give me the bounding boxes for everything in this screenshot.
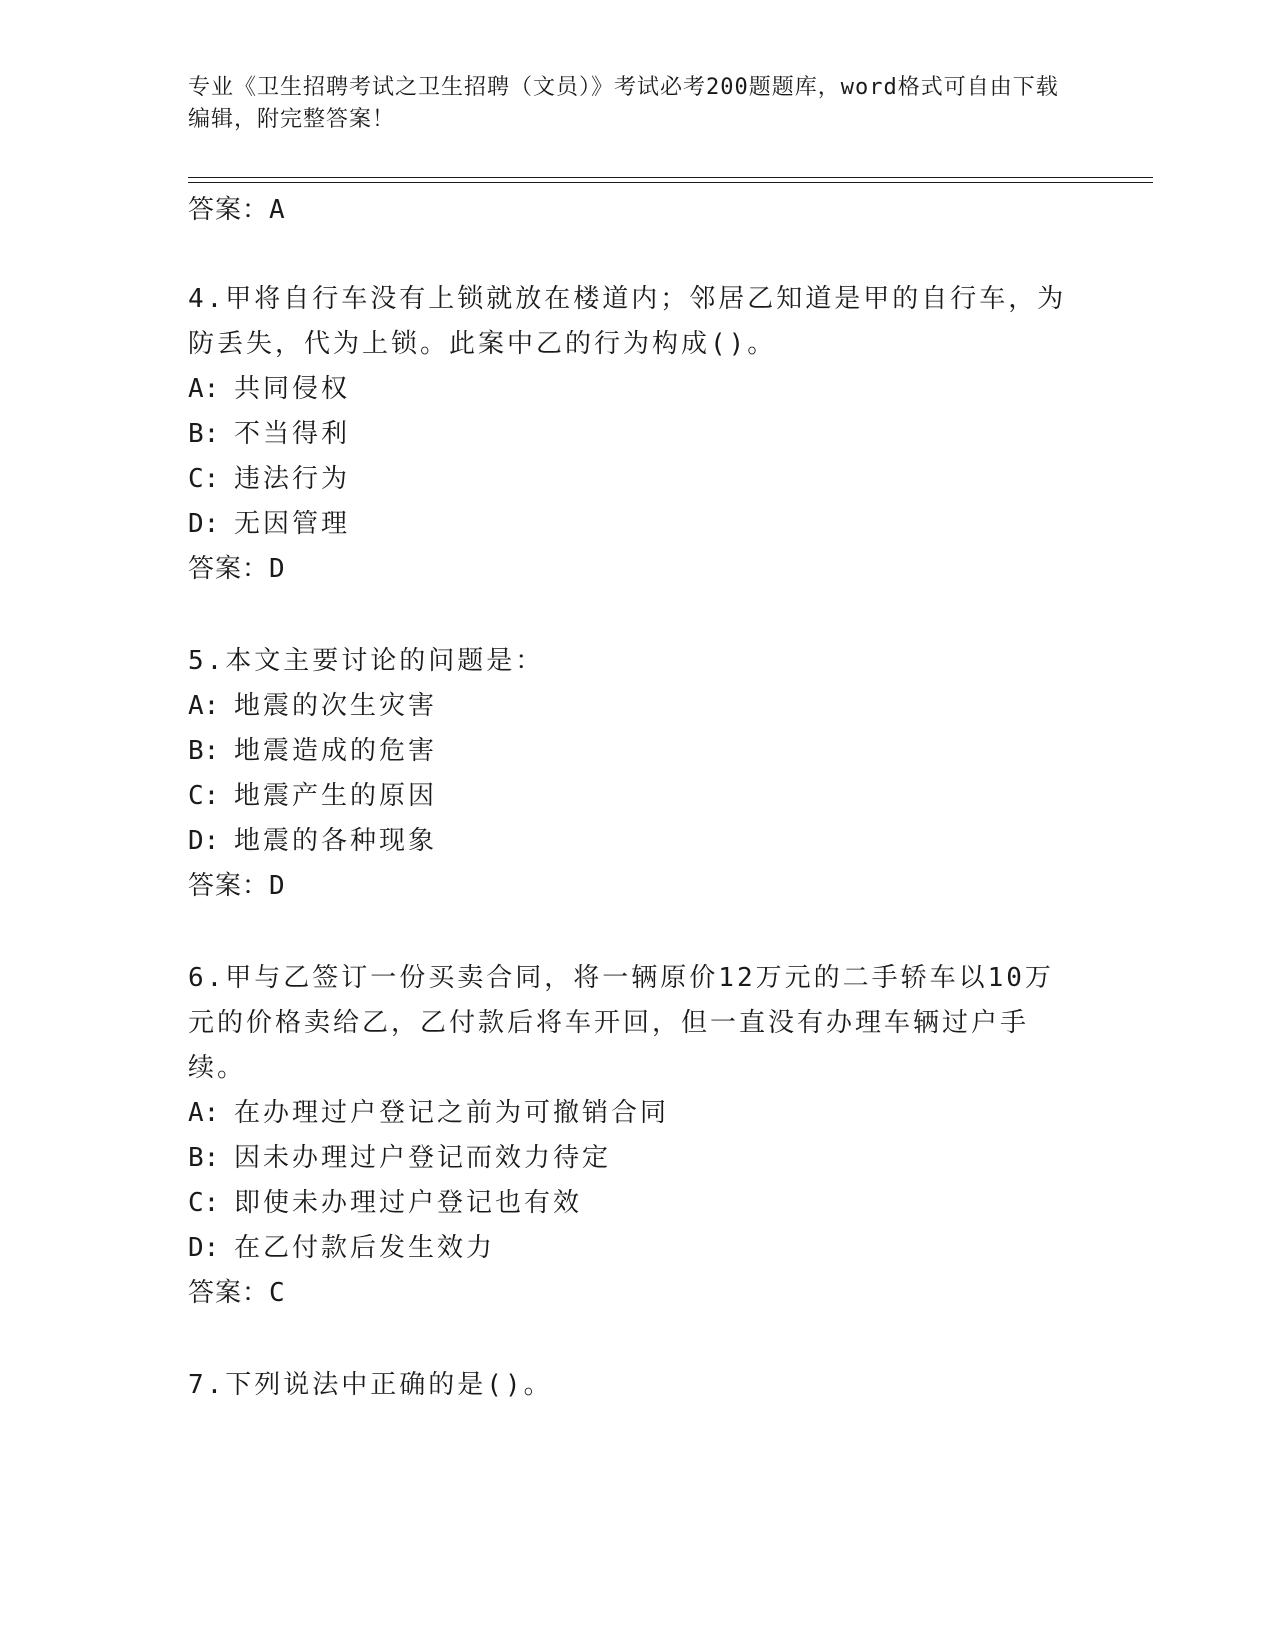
header-rule-bottom	[188, 182, 1153, 183]
option-d	[188, 502, 1068, 547]
option-letter: D:	[188, 509, 220, 539]
option-text: 不当得利	[234, 419, 351, 449]
option-letter: B:	[188, 736, 220, 766]
question-item	[188, 277, 1068, 592]
previous-answer: 答案：A	[188, 195, 286, 225]
option-letter: C:	[188, 781, 220, 811]
option-text: 在乙付款后发生效力	[234, 1233, 496, 1263]
option-b	[188, 1136, 1068, 1181]
option-letter: D:	[188, 826, 220, 856]
option-letter: B:	[188, 419, 220, 449]
question-item	[188, 639, 1068, 909]
option-text: 因未办理过户登记而效力待定	[234, 1143, 612, 1173]
page-header: 专业《卫生招聘考试之卫生招聘（文员）》考试必考200题题库，word格式可自由下载编辑，附完整答案！	[188, 75, 1059, 132]
option-letter: A:	[188, 374, 220, 404]
option-text: 地震的次生灾害	[234, 691, 438, 721]
question-list	[188, 190, 1068, 1408]
option-text: 共同侵权	[234, 374, 351, 404]
option-c	[188, 1181, 1068, 1226]
option-letter: D:	[188, 1233, 220, 1263]
question-text: 4.甲将自行车没有上锁就放在楼道内；邻居乙知道是甲的自行车，为防丢失，代为上锁。此案中乙的行为构成()。	[188, 284, 1067, 359]
answer-line: 答案：C	[188, 1278, 286, 1308]
question-text: 6.甲与乙签订一份买卖合同，将一辆原价12万元的二手轿车以10万元的价格卖给乙，乙付款后将车开回，但一直没有办理车辆过户手续。	[188, 963, 1054, 1083]
option-a	[188, 1091, 1068, 1136]
option-a	[188, 367, 1068, 412]
option-text: 在办理过户登记之前为可撤销合同	[234, 1098, 670, 1128]
answer-line: 答案：D	[188, 871, 286, 901]
option-b	[188, 729, 1068, 774]
option-letter: C:	[188, 1188, 220, 1218]
option-text: 无因管理	[234, 509, 351, 539]
option-letter: B:	[188, 1143, 220, 1173]
option-d	[188, 819, 1068, 864]
question-text: 5.本文主要讨论的问题是：	[188, 646, 545, 676]
header-rule-top	[188, 177, 1153, 178]
question-text: 7.下列说法中正确的是()。	[188, 1370, 553, 1400]
option-text: 违法行为	[234, 464, 351, 494]
option-a	[188, 684, 1068, 729]
option-d	[188, 1226, 1068, 1271]
question-item	[188, 1363, 1068, 1408]
option-c	[188, 457, 1068, 502]
question-item	[188, 956, 1068, 1316]
option-text: 地震造成的危害	[234, 736, 438, 766]
option-text: 即使未办理过户登记也有效	[234, 1188, 583, 1218]
option-letter: A:	[188, 691, 220, 721]
option-letter: C:	[188, 464, 220, 494]
option-b	[188, 412, 1068, 457]
option-text: 地震的各种现象	[234, 826, 438, 856]
option-letter: A:	[188, 1098, 220, 1128]
option-text: 地震产生的原因	[234, 781, 438, 811]
answer-line: 答案：D	[188, 554, 286, 584]
option-c	[188, 774, 1068, 819]
